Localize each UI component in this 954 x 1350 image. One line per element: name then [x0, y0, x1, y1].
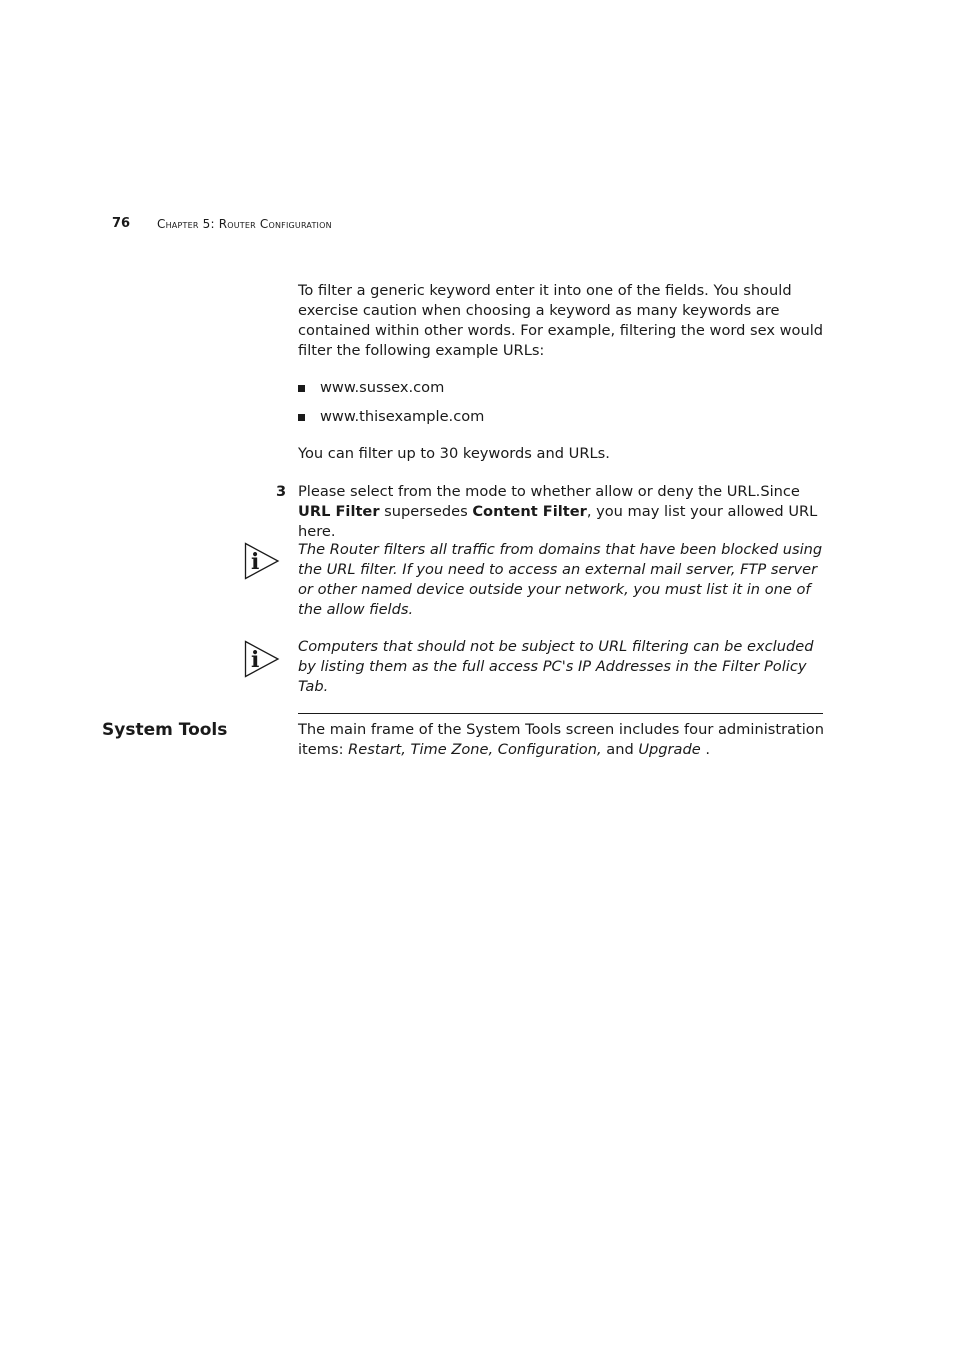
- step-number: 3: [276, 483, 287, 500]
- limit-paragraph: [298, 444, 828, 464]
- step-bold-url-filter: URL Filter: [298, 503, 380, 520]
- system-tools-paragraph: [298, 720, 828, 760]
- system-tools-items: Restart, Time Zone, Configuration,: [348, 741, 602, 758]
- note-paragraph: [298, 540, 828, 620]
- section-divider: [298, 713, 823, 714]
- system-tools-text: [298, 720, 828, 760]
- list-item: [298, 407, 484, 427]
- step-paragraph: [298, 482, 828, 542]
- running-head: Chapter 5: Router Configuration: [157, 217, 332, 231]
- system-tools-and: and: [601, 741, 639, 758]
- info-icon: [244, 542, 280, 580]
- system-tools-upgrade: Upgrade: [638, 741, 701, 758]
- step-text-part: , you may list your allowed URL here.: [298, 503, 818, 540]
- note-text: The Router filters all traffic from domains that have been blocked using the URL filter. If you need to access an external mail server, FTP server or other named device outside your network, you must list it in one of the allow fields.: [298, 541, 823, 618]
- step-bold-content-filter: Content Filter: [472, 503, 587, 520]
- limit-text: You can filter up to 30 keywords and URLs.: [298, 445, 610, 462]
- svg-text:i: i: [251, 549, 260, 575]
- bullet-square-icon: [298, 414, 305, 421]
- step-text-part: supersedes: [379, 503, 473, 520]
- step-text-part: Please select from the mode to whether allow or deny the URL.Since: [298, 483, 800, 500]
- note-paragraph: [298, 637, 828, 697]
- intro-paragraph: [298, 281, 828, 361]
- system-tools-period: .: [700, 741, 711, 758]
- list-item: [298, 378, 444, 398]
- svg-text:i: i: [251, 647, 260, 673]
- info-icon: [244, 640, 280, 678]
- intro-paragraph-text: To filter a generic keyword enter it into one of the fields. You should exercise caution when choosing a keyword as many keywords are contained within other words. For example, filtering the word sex would filter the following example URLs:: [298, 282, 824, 359]
- step-text: [298, 482, 828, 542]
- note-text: Computers that should not be subject to URL filtering can be excluded by listing them as the full access PC's IP Addresses in the Filter Policy Tab.: [298, 638, 814, 695]
- page-number: 76: [112, 216, 131, 231]
- section-heading: System Tools: [102, 720, 228, 740]
- bullet-square-icon: [298, 385, 305, 392]
- system-tools-text-part: The main frame of the System Tools screen includes four administration items:: [298, 721, 824, 758]
- bullet-text: www.thisexample.com: [320, 408, 485, 425]
- bullet-text: www.sussex.com: [320, 379, 445, 396]
